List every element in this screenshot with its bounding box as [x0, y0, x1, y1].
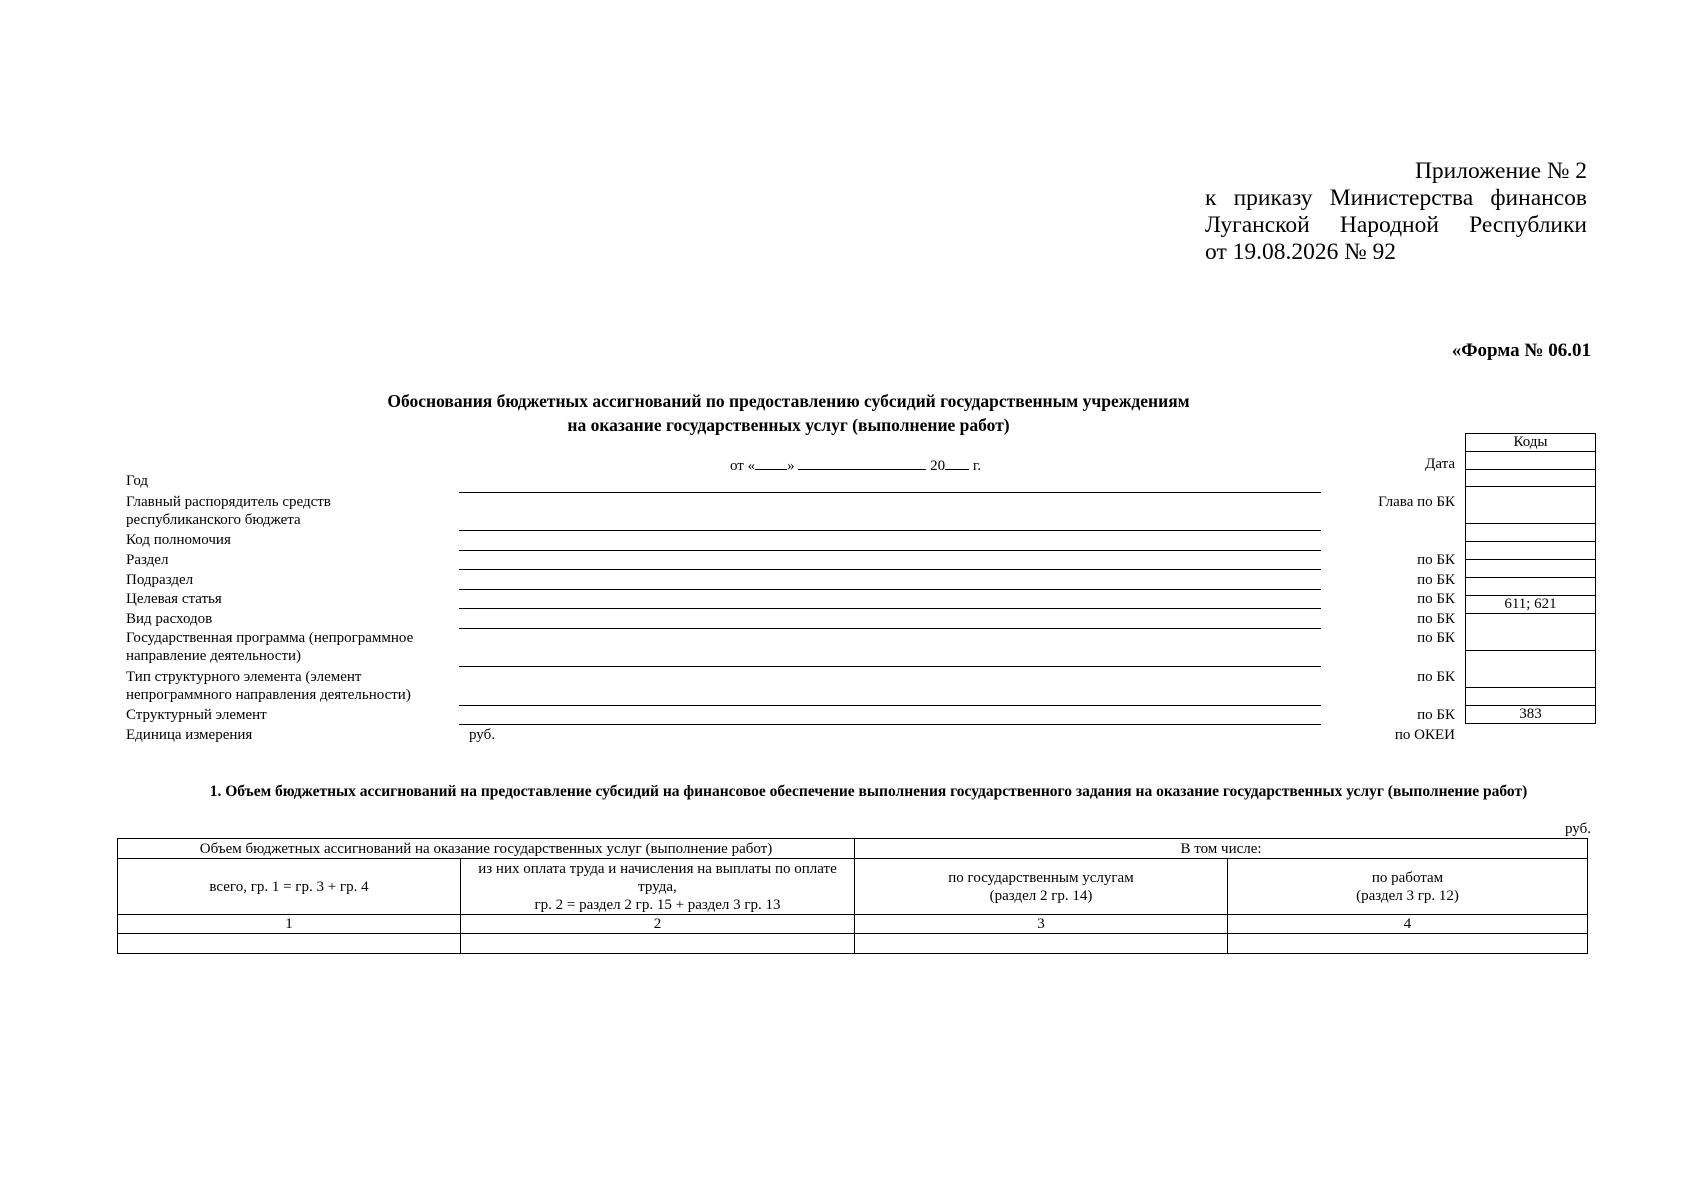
header-group-volume: Объем бюджетных ассигнований на оказание государственных услуг (выполнение работ)	[118, 839, 855, 859]
fill-line[interactable]	[459, 530, 1321, 531]
data-cell-services[interactable]	[855, 934, 1228, 954]
code-cell-section[interactable]	[1466, 542, 1596, 560]
right-label-bk: по БК	[1417, 611, 1455, 627]
month-blank[interactable]	[798, 455, 926, 470]
code-cell-target-article[interactable]	[1466, 578, 1596, 596]
fill-line[interactable]	[459, 628, 1321, 629]
label-state-program-line-1: Государственная программа (непрограммное	[126, 630, 414, 646]
label-expense-type: Вид расходов	[126, 611, 213, 627]
label-structural-element-type	[126, 668, 411, 704]
label-chief-manager-line-1: Главный распорядитель средств	[126, 494, 331, 510]
label-chief-manager	[126, 493, 331, 529]
allocation-table	[117, 838, 1588, 954]
data-cell-wages[interactable]	[461, 934, 855, 954]
fill-line[interactable]	[459, 569, 1321, 570]
code-cell-expense-type[interactable]: 611; 621	[1466, 596, 1596, 614]
header-col-services-line-1: по государственным услугам	[948, 869, 1134, 886]
date-line	[730, 455, 981, 475]
appendix-line-1: к приказу Министерства финансов	[1205, 185, 1587, 211]
header-group-including: В том числе:	[855, 839, 1588, 859]
label-chief-manager-line-2: республиканского бюджета	[126, 512, 301, 528]
section-1-title	[0, 783, 1697, 801]
label-unit: Единица измерения	[126, 727, 253, 743]
codes-table	[1465, 433, 1596, 724]
year-blank[interactable]	[945, 455, 969, 470]
label-structural-element-type-line-2: непрограммного направления деятельности)	[126, 687, 411, 703]
appendix-line-3: от 19.08.2026 № 92	[1205, 239, 1397, 265]
document-title	[0, 389, 1697, 437]
right-label-bk: по БК	[1417, 669, 1455, 685]
date-suffix: г.	[972, 458, 982, 474]
section-1-title-text: 1. Объем бюджетных ассигнований на предоставление субсидий на финансовое обеспечение выполнения государственного задания на оказание государственных услуг (выполнение работ)	[209, 783, 1528, 800]
label-subsection: Подраздел	[126, 572, 194, 588]
section-1-unit: руб.	[1565, 821, 1591, 837]
code-cell-okei[interactable]: 383	[1466, 706, 1596, 724]
code-cell-structural-element-type[interactable]	[1466, 651, 1596, 688]
fill-line[interactable]	[459, 705, 1321, 706]
column-number: 4	[1228, 915, 1588, 934]
column-number: 3	[855, 915, 1228, 934]
code-cell-authority[interactable]	[1466, 524, 1596, 542]
fill-line[interactable]	[459, 589, 1321, 590]
code-cell-blank[interactable]	[1466, 470, 1596, 487]
right-label-bk: по БК	[1417, 707, 1455, 723]
right-label-bk: по БК	[1417, 630, 1455, 646]
data-cell-works[interactable]	[1228, 934, 1588, 954]
appendix-title: Приложение № 2	[1414, 158, 1587, 184]
code-cell-structural-element[interactable]	[1466, 688, 1596, 706]
right-label-bk: по БК	[1417, 552, 1455, 568]
right-label-okei: по ОКЕИ	[1394, 727, 1455, 743]
code-cell-date[interactable]	[1466, 452, 1596, 470]
header-col-wages-line-2: гр. 2 = раздел 2 гр. 15 + раздел 3 гр. 13	[534, 896, 781, 913]
right-label-bk: по БК	[1417, 572, 1455, 588]
label-section: Раздел	[126, 552, 169, 568]
label-target-article: Целевая статья	[126, 591, 222, 607]
day-blank[interactable]	[755, 455, 787, 470]
right-label-date: Дата	[1425, 456, 1455, 472]
code-cell-state-program[interactable]	[1466, 614, 1596, 651]
document-title-line-1: Обоснования бюджетных ассигнований по предоставлению субсидий государственным учреждениям	[387, 391, 1190, 411]
label-state-program	[126, 629, 413, 665]
date-mid: »	[787, 458, 795, 474]
appendix-block	[1205, 158, 1587, 266]
fill-line[interactable]	[459, 724, 1321, 725]
column-number: 2	[461, 915, 855, 934]
date-prefix: от «	[730, 458, 756, 474]
label-year: Год	[126, 473, 149, 489]
appendix-line-2: Луганской Народной Республики	[1205, 212, 1587, 238]
header-col-total: всего, гр. 1 = гр. 3 + гр. 4	[118, 859, 461, 915]
header-col-wages-line-1: из них оплата труда и начисления на выплаты по оплате труда,	[478, 860, 837, 895]
code-cell-subsection[interactable]	[1466, 560, 1596, 578]
codes-header: Коды	[1466, 434, 1596, 452]
fill-line[interactable]	[459, 492, 1321, 493]
data-cell-total[interactable]	[118, 934, 461, 954]
column-number: 1	[118, 915, 461, 934]
fill-line[interactable]	[459, 550, 1321, 551]
right-label-chapter: Глава по БК	[1378, 494, 1455, 510]
year-prefix: 20	[930, 458, 946, 474]
label-structural-element: Структурный элемент	[126, 707, 267, 723]
header-col-works-line-2: (раздел 3 гр. 12)	[1356, 887, 1459, 904]
header-col-services	[855, 859, 1228, 915]
header-col-works-line-1: по работам	[1371, 869, 1444, 886]
unit-value: руб.	[469, 727, 495, 743]
label-authority-code: Код полномочия	[126, 532, 231, 548]
label-state-program-line-2: направление деятельности)	[126, 648, 302, 664]
code-cell-chapter[interactable]	[1466, 487, 1596, 524]
header-col-wages	[461, 859, 855, 915]
document-title-line-2: на оказание государственных услуг (выполнение работ)	[567, 415, 1010, 435]
right-label-bk: по БК	[1417, 591, 1455, 607]
label-structural-element-type-line-1: Тип структурного элемента (элемент	[126, 669, 362, 685]
form-number: «Форма № 06.01	[1451, 340, 1591, 361]
header-col-works	[1228, 859, 1588, 915]
fill-line[interactable]	[459, 608, 1321, 609]
fill-line[interactable]	[459, 666, 1321, 667]
header-col-services-line-2: (раздел 2 гр. 14)	[989, 887, 1093, 904]
